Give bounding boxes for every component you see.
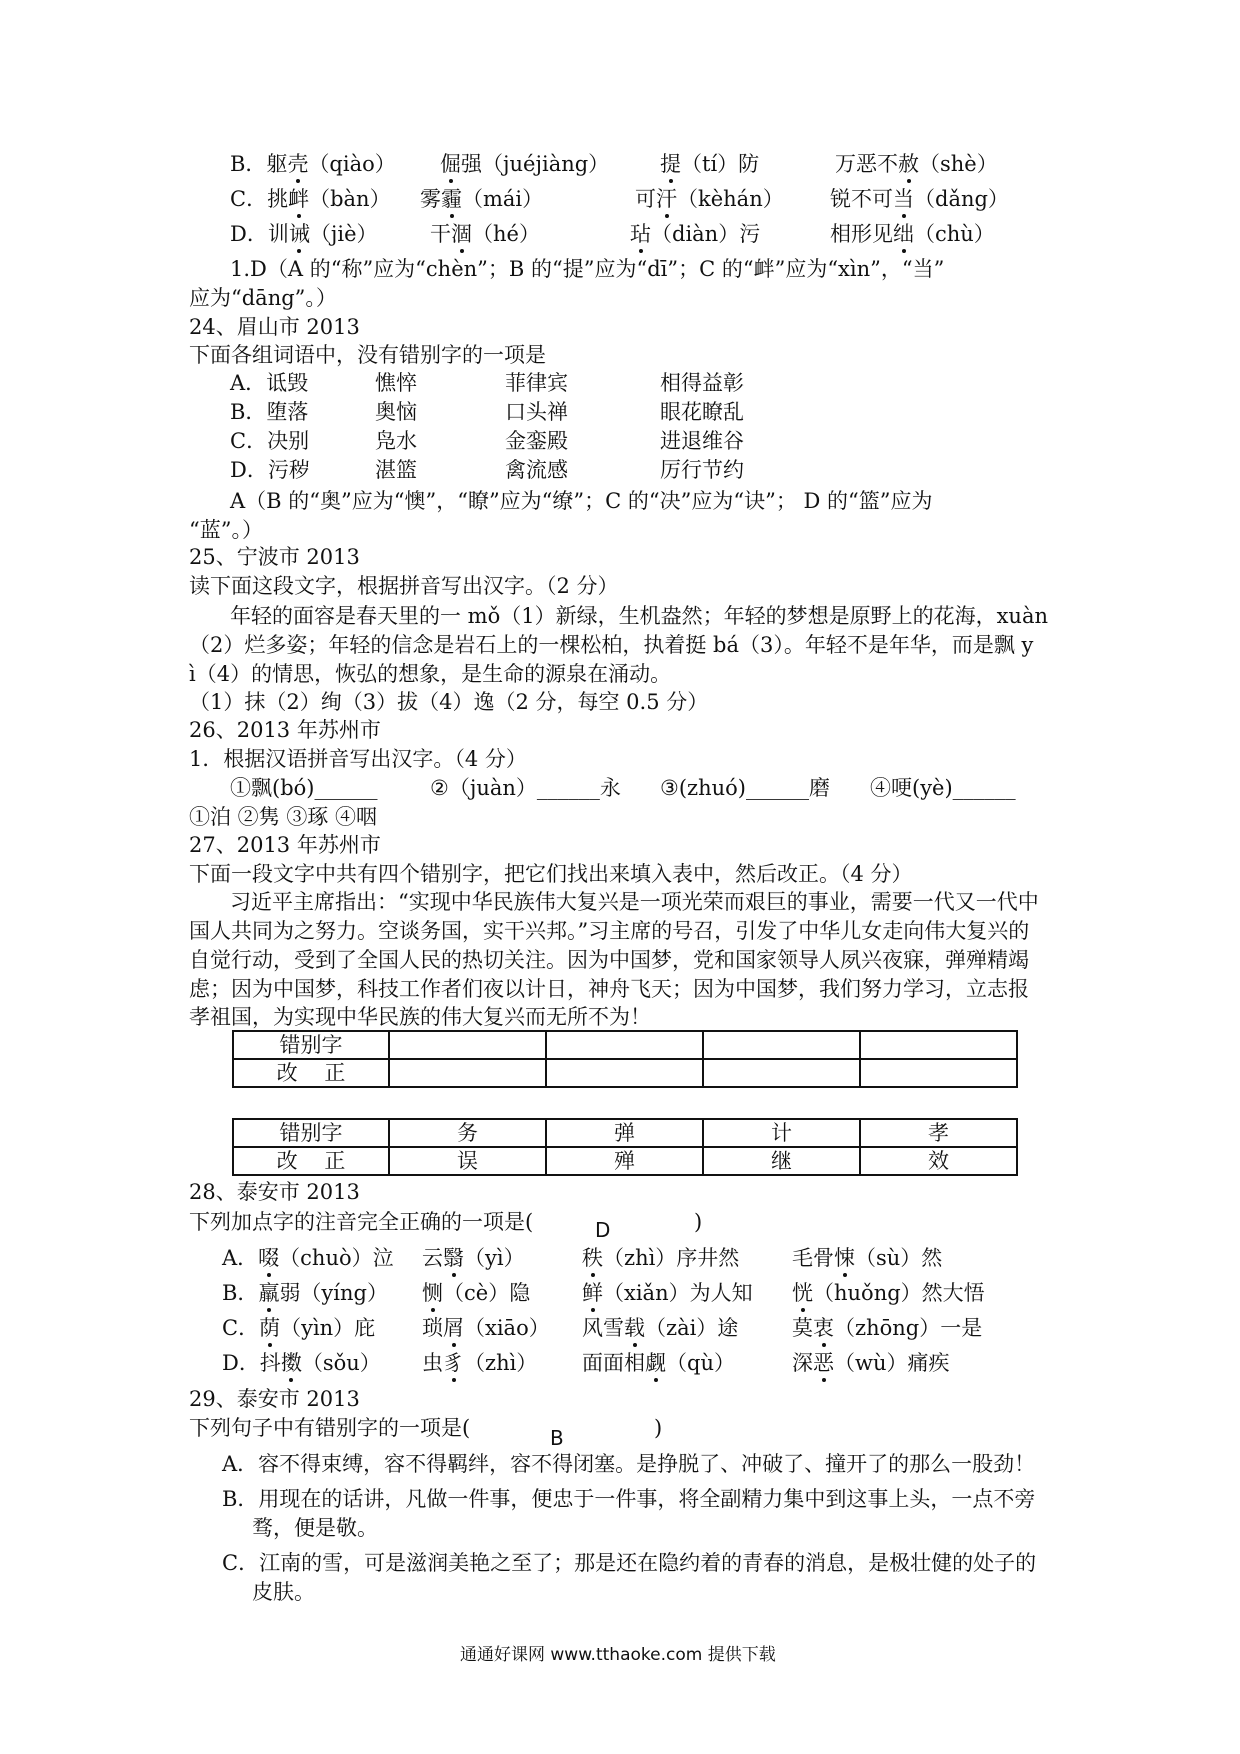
q29-heading: 29、泰安市 2013 <box>189 1387 360 1411</box>
table-row <box>233 1147 1017 1175</box>
table-cell[interactable] <box>703 1031 860 1059</box>
q23-b-pinyin: （qiào） <box>308 152 396 176</box>
q23-c-word4a: 锐不可 <box>830 187 893 211</box>
table-cell[interactable] <box>860 1031 1017 1059</box>
q27-prompt: 下面一段文字中共有四个错别字，把它们找出来填入表中，然后改正。（4 分） <box>189 862 913 886</box>
q28-prompt-close: ) <box>694 1210 703 1234</box>
q23-d-dotted-char-2: 涸 <box>451 222 472 246</box>
q24-answer-line-2: “蓝”。） <box>189 518 263 542</box>
q24-d-word4: 厉行节约 <box>660 458 744 482</box>
q28-heading: 28、泰安市 2013 <box>189 1180 360 1204</box>
q28-a-dotted-char-3: 秩 <box>582 1246 603 1270</box>
q23-option-c <box>230 185 1009 213</box>
table-cell: 误 <box>389 1147 546 1175</box>
q24-row-c <box>230 427 744 455</box>
q23-d-dotted-char-4: 绌 <box>893 222 914 246</box>
q24-a-word4: 相得益彰 <box>660 371 744 395</box>
q29-prompt <box>189 1414 663 1442</box>
q27-paragraph-line-5: 孝祖国，为实现中华民族的伟大复兴而无所不为！ <box>189 1005 651 1029</box>
q29-prompt-close: ) <box>654 1416 663 1440</box>
q26-answer: ①泊 ②隽 ③琢 ④咽 <box>189 805 378 829</box>
q23-answer-line-1: 1.D（A 的“称”应为“chèn”；B 的“提”应为“dī”；C 的“衅”应为“xìn”，“当” <box>230 257 945 281</box>
q27-empty-table <box>232 1030 1018 1088</box>
q28-d-label: D．抖 <box>222 1351 281 1375</box>
table-cell: 务 <box>389 1119 546 1147</box>
q23-b-word2: 强（juéjiàng） <box>461 152 610 176</box>
q28-c-dotted-char-4: 衷 <box>813 1316 834 1340</box>
q28-a-word2a: 云 <box>422 1246 443 1270</box>
q24-c-word1: C．决别 <box>230 429 310 453</box>
q28-c-word2-pinyin: （xiāo） <box>464 1316 550 1340</box>
q28-d-word4a: 深 <box>792 1351 813 1375</box>
q26-item-3: ③(zhuó)______磨 <box>660 776 830 800</box>
q28-d-pinyin: （sǒu） <box>301 1351 381 1375</box>
table-row <box>233 1119 1017 1147</box>
q25-heading: 25、宁波市 2013 <box>189 545 360 569</box>
q23-c-word3-pinyin: （kèhán） <box>677 187 784 211</box>
q28-d-word4-pinyin: （wù）痛疾 <box>834 1351 950 1375</box>
q28-row-c <box>222 1314 983 1342</box>
q28-a-word4-pinyin: （sù）然 <box>855 1246 943 1270</box>
q28-c-dotted-char-2: 屑 <box>443 1316 464 1340</box>
q25-prompt: 读下面这段文字，根据拼音写出汉字。（2 分） <box>189 574 619 598</box>
q23-d-word4a: 相形见 <box>830 222 893 246</box>
q28-a-word2-pinyin: （yì） <box>464 1246 525 1270</box>
q28-d-dotted-char-2: 豸 <box>443 1351 464 1375</box>
table-cell[interactable] <box>389 1031 546 1059</box>
q24-heading: 24、眉山市 2013 <box>189 315 360 339</box>
q23-c-dotted-char-3: 汗 <box>656 187 677 211</box>
q23-b-dotted-char-4: 赦 <box>898 152 919 176</box>
q28-a-label: A． <box>222 1246 259 1270</box>
q28-c-label: C． <box>222 1316 260 1340</box>
table-header-cell: 改 正 <box>233 1147 389 1175</box>
q23-d-word3: （diàn）污 <box>651 222 761 246</box>
q28-prompt <box>189 1208 703 1236</box>
q29-option-b-line-1: B．用现在的话讲，凡做一件事，便忠于一件事，将全副精力集中到这事上头，一点不旁 <box>222 1487 1036 1511</box>
q28-b-pinyin: 弱（yíng） <box>279 1281 388 1305</box>
q24-row-d <box>230 456 744 484</box>
q23-b-label: B．躯 <box>230 152 288 176</box>
q28-c-word4-pinyin: （zhōng）一是 <box>834 1316 983 1340</box>
q29-option-a: A．容不得束缚，容不得羁绊，容不得闭塞。是挣脱了、冲破了、撞开了的那么一股劲！ <box>222 1452 1036 1476</box>
q23-c-word2-pinyin: （mái） <box>462 187 544 211</box>
q25-answer: （1）抹（2）绚（3）拔（4）逸（2 分，每空 0.5 分） <box>189 690 709 714</box>
q28-b-word3: （xiǎn）为人知 <box>603 1281 753 1305</box>
q26-item-4: ④哽(yè)______ <box>870 776 1016 800</box>
q25-paragraph-line-3: ì（4）的情思，恢弘的想象，是生命的源泉在涌动。 <box>189 662 672 686</box>
q28-handwritten-answer: D <box>595 1218 611 1242</box>
q28-c-dotted-char-3: 载 <box>624 1316 645 1340</box>
q28-c-pinyin: （yìn）庇 <box>280 1316 376 1340</box>
q23-d-label: D．训 <box>230 222 289 246</box>
table-row <box>233 1031 1017 1059</box>
q24-b-word2: 奥恼 <box>375 400 417 424</box>
q24-d-word1: D．污秽 <box>230 458 310 482</box>
q24-c-word4: 进退维谷 <box>660 429 744 453</box>
q28-c-word4a: 莫 <box>792 1316 813 1340</box>
q26-prompt: 1．根据汉语拼音写出汉字。（4 分） <box>189 747 527 771</box>
q29-handwritten-answer: B <box>550 1426 564 1450</box>
q27-paragraph-line-3: 自觉行动，受到了全国人民的热切关注。因为中国梦，党和国家领导人夙兴夜寐，弹殚精竭 <box>189 948 1029 972</box>
q28-a-dotted-char-2: 翳 <box>443 1246 464 1270</box>
q24-b-word1: B．堕落 <box>230 400 309 424</box>
q23-option-d <box>230 220 995 248</box>
q24-c-word2: 凫水 <box>375 429 417 453</box>
q27-paragraph-line-2: 国人共同为之努力。空谈务国，实干兴邦。”习主席的号召，引发了中华儿女走向伟大复兴的 <box>189 919 1030 943</box>
q28-d-dotted-char-3: 觑 <box>645 1351 666 1375</box>
q28-d-word3a: 面面相 <box>582 1351 645 1375</box>
q28-a-word4a: 毛骨 <box>792 1246 834 1270</box>
table-cell: 孝 <box>860 1119 1017 1147</box>
q28-b-label: B． <box>222 1281 259 1305</box>
q28-b-dotted-char-3: 鲜 <box>582 1281 603 1305</box>
q26-items <box>230 774 1016 802</box>
q28-d-dotted-char-4: 恶 <box>813 1351 834 1375</box>
table-cell[interactable] <box>703 1059 860 1087</box>
q26-item-1: ①飘(bó)______ <box>230 776 378 800</box>
q28-a-dotted-char-4: 悚 <box>834 1246 855 1270</box>
q28-a-dotted-char: 啜 <box>258 1246 280 1270</box>
q24-c-word3: 金銮殿 <box>505 429 568 453</box>
q26-heading: 26、2013 年苏州市 <box>189 718 381 742</box>
q23-option-b <box>230 150 998 178</box>
q28-row-a <box>222 1244 943 1272</box>
table-cell[interactable] <box>546 1059 703 1087</box>
q23-b-word3: （tí）防 <box>681 152 760 176</box>
q23-d-word4-pinyin: （chù） <box>914 222 995 246</box>
q23-c-pinyin: （bàn） <box>309 187 391 211</box>
table-cell: 弹 <box>546 1119 703 1147</box>
q28-c-dotted-char: 荫 <box>259 1316 281 1340</box>
q28-b-word2: （cè）隐 <box>443 1281 531 1305</box>
q28-prompt-text: 下列加点字的注音完全正确的一项是( <box>189 1210 534 1234</box>
q29-option-c-line-2: 皮肤。 <box>252 1580 315 1604</box>
q24-d-word3: 禽流感 <box>505 458 568 482</box>
q24-a-word1: A．诋毁 <box>230 371 309 395</box>
q23-c-word3a: 可 <box>635 187 656 211</box>
q26-item-2: ②（juàn）______永 <box>430 776 621 800</box>
q24-a-word3: 菲律宾 <box>505 371 568 395</box>
q23-b-dotted-char-3: 提 <box>660 152 681 176</box>
q28-c-word3a: 风雪 <box>582 1316 624 1340</box>
table-cell[interactable] <box>546 1031 703 1059</box>
table-header-cell: 错别字 <box>233 1119 389 1147</box>
q27-paragraph-line-4: 虑；因为中国梦，科技工作者们夜以计日，神舟飞天；因为中国梦，我们努力学习，立志报 <box>189 977 1029 1001</box>
q23-d-dotted-char: 诫 <box>288 222 310 246</box>
table-cell[interactable] <box>389 1059 546 1087</box>
table-header-cell: 错别字 <box>233 1031 389 1059</box>
q27-heading: 27、2013 年苏州市 <box>189 833 381 857</box>
q29-prompt-text: 下列句子中有错别字的一项是( <box>189 1416 471 1440</box>
q23-c-dotted-char-4: 当 <box>893 187 914 211</box>
q24-prompt: 下面各组词语中，没有错别字的一项是 <box>189 343 546 367</box>
q23-c-word2a: 雾 <box>420 187 441 211</box>
table-cell: 效 <box>860 1147 1017 1175</box>
q24-a-word2: 憔悴 <box>375 371 417 395</box>
table-cell: 继 <box>703 1147 860 1175</box>
q28-a-word3: （zhì）序井然 <box>603 1246 740 1270</box>
q27-answer-table <box>232 1118 1018 1176</box>
q27-paragraph-line-1: 习近平主席指出：“实现中华民族伟大复兴是一项光荣而艰巨的事业，需要一代又一代中 <box>230 890 1039 914</box>
q28-d-word2-pinyin: （zhì） <box>464 1351 538 1375</box>
q24-answer-line-1: A（B 的“奥”应为“懊”，“瞭”应为“缭”；C 的“决”应为“诀”； D 的“篮”应为 <box>230 489 933 513</box>
q28-b-dotted-char-4: 恍 <box>792 1281 813 1305</box>
q23-b-word4-pinyin: （shè） <box>919 152 998 176</box>
q23-c-dotted-char: 衅 <box>288 187 310 211</box>
table-cell: 殚 <box>546 1147 703 1175</box>
q23-b-dotted-char-2: 倔 <box>440 152 461 176</box>
table-cell[interactable] <box>860 1059 1017 1087</box>
table-row <box>233 1059 1017 1087</box>
q28-row-d <box>222 1349 950 1377</box>
q23-c-word4-pinyin: （dǎng） <box>914 187 1009 211</box>
q28-b-word4: （huǒng）然大悟 <box>813 1281 985 1305</box>
q24-row-b <box>230 398 744 426</box>
q29-option-b-line-2: 骛，便是敬。 <box>252 1516 378 1540</box>
q25-paragraph-line-2: （2）烂多姿；年轻的信念是岩石上的一棵松柏，执着挺 bá（3）。年轻不是年华，而是飘 y <box>189 633 1034 657</box>
q28-a-pinyin: （chuò）泣 <box>279 1246 394 1270</box>
q23-c-label: C．挑 <box>230 187 289 211</box>
q24-d-word2: 湛篮 <box>375 458 417 482</box>
q25-paragraph-line-1: 年轻的面容是春天里的一 mǒ（1）新绿，生机盎然；年轻的梦想是原野上的花海，xuàn <box>230 604 1049 628</box>
q23-answer-line-2: 应为“dāng”。） <box>189 286 337 310</box>
q23-b-word4: 万恶不 <box>835 152 898 176</box>
q23-b-dotted-char: 壳 <box>287 152 309 176</box>
q28-b-dotted-char-2: 恻 <box>422 1281 443 1305</box>
q28-row-b <box>222 1279 985 1307</box>
q29-option-c-line-1: C．江南的雪，可是滋润美艳之至了；那是还在隐约着的青春的消息，是极壮健的处子的 <box>222 1551 1037 1575</box>
q28-b-dotted-char: 羸 <box>258 1281 280 1305</box>
table-header-cell: 改 正 <box>233 1059 389 1087</box>
q24-b-word4: 眼花瞭乱 <box>660 400 744 424</box>
q24-b-word3: 口头禅 <box>505 400 568 424</box>
q23-c-dotted-char-2: 霾 <box>441 187 462 211</box>
q23-d-pinyin: （jiè） <box>309 222 378 246</box>
q28-c-word3-pinyin: （zài）途 <box>645 1316 739 1340</box>
table-cell: 计 <box>703 1119 860 1147</box>
page-footer: 通通好课网 www.tthaoke.com 提供下载 <box>460 1645 776 1665</box>
q24-row-a <box>230 369 744 397</box>
q23-d-word2-pinyin: （hé） <box>472 222 540 246</box>
q23-d-dotted-char-3: 玷 <box>630 222 651 246</box>
q28-d-dotted-char: 擞 <box>280 1351 302 1375</box>
q28-c-word2a: 琐 <box>422 1316 443 1340</box>
q28-d-word2a: 虫 <box>422 1351 443 1375</box>
q23-d-word2a: 干 <box>430 222 451 246</box>
q28-d-word3-pinyin: （qù） <box>666 1351 735 1375</box>
